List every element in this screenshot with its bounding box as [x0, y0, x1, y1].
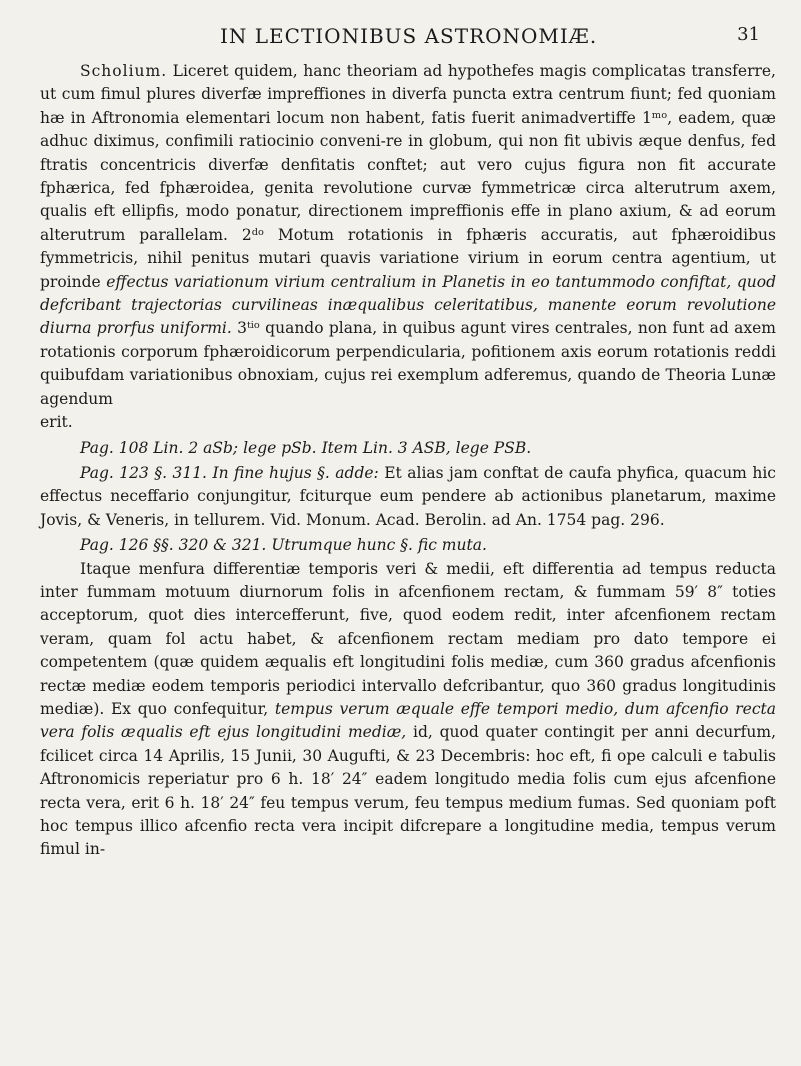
corrigendum-3-ref: Pag. 126 §§. 320 & 321. — [80, 536, 267, 555]
running-title: IN LECTIONIBUS ASTRONOMIÆ. — [220, 24, 598, 48]
corrigendum-2-text: Et alias jam conftat de caufa phyfica, quacum hic effectus neceffario conjungitur, fciturque eum pendere ab actionibus planetarum, maxime Jovis, & Veneris, in tellurem. Vid. Monum. Acad. Berolin. ad An. 1754 pag. 296. — [40, 463, 776, 529]
corrigendum-2-instruction: In fine hujus §. adde: — [212, 463, 379, 482]
corrigendum-1-a: Pag. 108 Lin. 2 aSb; lege pSb. — [80, 438, 317, 457]
scholium-paragraph — [40, 60, 776, 411]
corrigendum-3 — [40, 534, 776, 557]
scholium-italic: effectus variationum virium centralium in Planetis in eo tantummodo confiftat, quod defcribant trajectorias curvilineas inæqualibus celeritatibus, manente eorum revolutione diurna prorfus uniformi. — [40, 272, 776, 338]
itaque-italic: tempus verum æquale effe tempori medio, dum afcenfio recta vera folis æqualis eft ejus longitudini mediæ, — [40, 699, 776, 742]
page-number: 31 — [737, 24, 760, 45]
scholium-text-1: Liceret quidem, hanc theoriam ad hypothefes magis complicatas transferre, ut cum fimul plures diverfæ impreffiones in diverfa puncta extra centrum fiunt; fed quoniam hæ in Aftronomia elementari locum non habent, fatis fuerit animadvertiffe 1ᵐᵒ, eadem, quæ adhuc diximus, confimili ratiocinio conveni-re in globum, qui non fit ubivis æque denfus, fed ftratis concentricis diverfæ denfitatis conftet; aut vero cujus figura non fit accurate fphærica, fed fphæroidea, genita revolutione curvæ fymmetricæ circa alterutrum axem, qualis eft ellipfis, modo ponatur, directionem impreffionis effe in plano axium, & ad eorum alterutrum parallelam. 2ᵈᵒ Motum rotationis in fphæris accuratis, aut fphæroidibus fymmetricis, nihil penitus mutari quavis variatione virium in eorum centra agentium, ut proinde — [40, 62, 776, 291]
itaque-text-2: id, quod quater contingit per anni decurfum, fcilicet circa 14 Aprilis, 15 Junii, 30 Augufti, & 23 Decembris: hoc eft, fi ope calculi e tabulis Aftronomicis reperiatur pro 6 h. 18′ 24″ eadem longitudo media folis cum ejus afcenfione recta vera, erit 6 h. 18′ 24″ feu tempus verum, feu tempus medium fumas. Sed quoniam poft hoc tempus illico afcenfio recta vera incipit difcrepare a longitudine media, tempus verum fimul in- — [40, 723, 776, 859]
itaque-text-1: Itaque menfura differentiæ temporis veri & medii, eft differentia ad tempus reducta inter fummam motuum diurnorum folis in afcenfionem rectam, & fummam 59′ 8″ toties acceptorum, quot dies intercefferunt, five, quod eodem redit, inter afcenfionem rectam veram, quam fol actu habet, & afcenfionem rectam mediam pro dato tempore ei competentem (quæ quidem æqualis eft longitudini folis mediæ, cum 360 gradus afcenfionis rectæ mediæ eodem temporis periodici intervallo defcribantur, quo 360 gradus longitudinis mediæ). Ex quo confequitur, — [40, 559, 776, 718]
page-header — [220, 18, 760, 54]
scholium-text-2: 3ᵗⁱᵒ quando plana, in quibus agunt vires centrales, non funt ad axem rotationis corporum fphæroidicorum perpendicularia, pofitionem axis eorum rotationis reddi quibufdam variationibus obnoxiam, cujus rei exemplum adferemus, quando de Theoria Lunæ agendum — [40, 319, 776, 408]
corrigendum-2 — [40, 462, 776, 532]
corrigendum-2-ref: Pag. 123 §. 311. — [80, 463, 207, 482]
page-body — [40, 60, 776, 1050]
corrigendum-1 — [40, 437, 776, 460]
itaque-paragraph — [40, 558, 776, 862]
corrigendum-3-instruction: Utrumque hunc §. fic muta. — [271, 536, 487, 555]
corrigendum-1-b: Item Lin. 3 ASB, lege PSB. — [321, 438, 532, 457]
scholium-end: erit. — [40, 413, 73, 432]
scholium-label: Scholium. — [80, 62, 168, 80]
